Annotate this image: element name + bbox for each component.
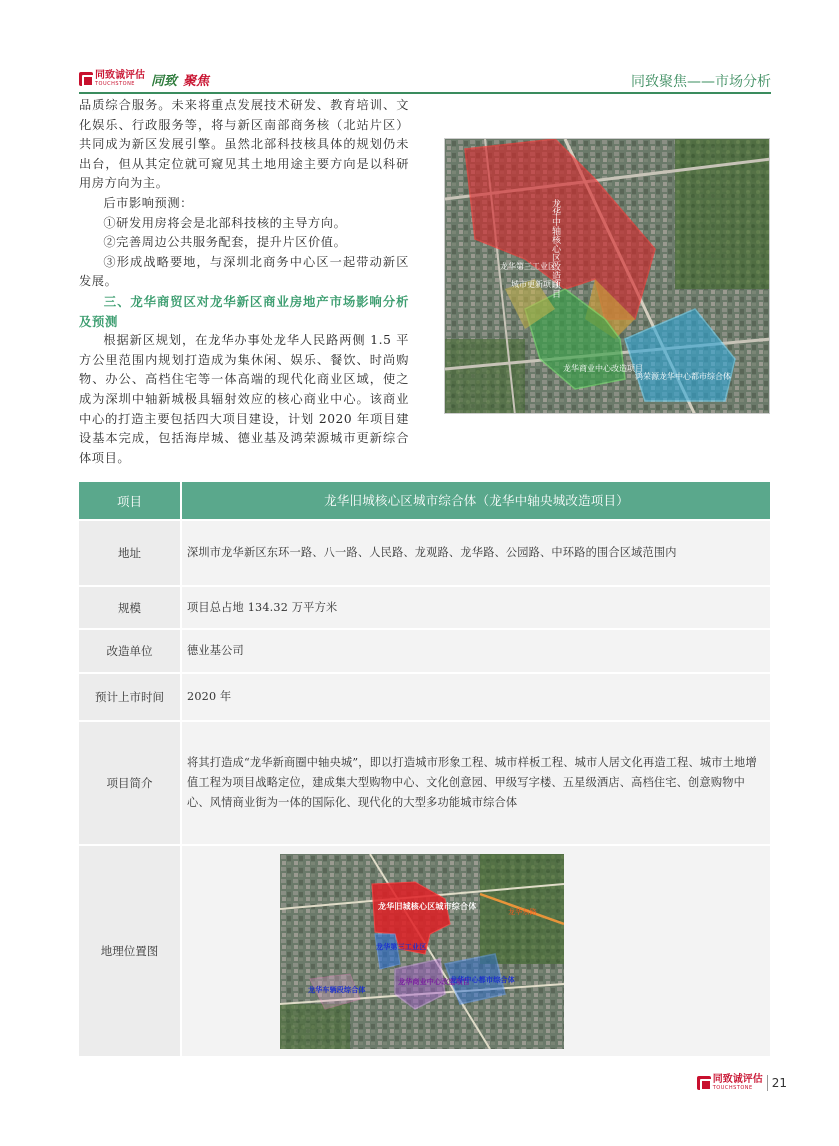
map-label: 龙华第三工业区: [376, 942, 427, 951]
paragraph: 后市影响预测：: [103, 195, 193, 210]
row-label: 项目简介: [79, 722, 180, 844]
row-label: 改造单位: [79, 630, 180, 672]
map-label: 龙华车辆段综合体: [308, 985, 366, 994]
map-label: 龙华商业中心改造项目: [398, 977, 470, 986]
footer-logo-text: 同致诚评估: [712, 1074, 763, 1085]
section-title: 同致聚焦——市场分析: [631, 74, 771, 90]
table-row: [79, 521, 770, 585]
map-label: 龙华旧城核心区城市综合体: [378, 901, 477, 911]
row-value: 项目总占地 134.32 万平方米: [182, 587, 770, 628]
satellite-map-top: [444, 138, 770, 414]
logo-mark-icon: [79, 72, 93, 86]
page-footer: [697, 1075, 787, 1091]
map-label: 龙华东路: [508, 907, 537, 916]
row-label: 地址: [79, 521, 180, 585]
map-label: 龙华中轴核心区改造项目: [550, 199, 560, 298]
table-header-row: [79, 482, 770, 519]
list-item: ②完善周边公共服务配套，提升片区价值。: [103, 235, 347, 250]
map-label: 龙华商业中心改造项目: [563, 364, 643, 373]
row-value: 德业基公司: [182, 630, 770, 672]
paragraph: 品质综合服务。未来将重点发展技术研发、教育培训、文化娱乐、行政服务等，将与新区南部商务核（北站片区）共同成为新区发展引擎。虽然北部科技核具体的规划仍未出台，但从其定位就可窥见其土地用途主要方向是以科研用房方向为主。: [79, 98, 409, 191]
map-illustration: [445, 139, 770, 414]
logo-mark-icon: [697, 1076, 711, 1090]
map-label: 城市更新项目: [511, 280, 559, 289]
logo-subtext: TOUCHSTONE: [95, 81, 135, 87]
header-divider: [79, 92, 771, 94]
table-header-left: 项目: [79, 482, 180, 519]
row-value: 将其打造成“龙华新商圈中轴央城”，即以打造城市形象工程、城市样板工程、城市人居文化再造工程、城市土地增值工程为项目战略定位，建成集大型购物中心、文化创意园、甲级写字楼、五星级酒店、高档住宅、创意购物中心、风情商业街为一体的国际化、现代化的大型多功能城市综合体: [182, 722, 770, 844]
brand-b: 聚焦: [183, 73, 210, 89]
page-header: [79, 66, 771, 96]
list-item: ①研发用房将会是北部科技核的主导方向。: [103, 215, 347, 230]
body-text: [79, 96, 409, 468]
table-header-right: 龙华旧城核心区城市综合体（龙华中轴央城改造项目）: [182, 482, 770, 519]
page-number: 21: [771, 1076, 787, 1090]
list-item: ③形成战略要地，与深圳北商务中心区一起带动新区发展。: [79, 254, 409, 289]
row-label: 预计上市时间: [79, 674, 180, 720]
row-label: 规模: [79, 587, 180, 628]
satellite-map-bottom: [280, 854, 564, 1049]
table-row: [79, 587, 770, 628]
table-row: [79, 722, 770, 844]
footer-logo: [697, 1075, 768, 1091]
row-value: 深圳市龙华新区东环一路、八一路、人民路、龙观路、龙华路、公园路、中环路的围合区域范围内: [182, 521, 770, 585]
map-label: 龙华第三工业区: [500, 262, 556, 271]
row-label: 地理位置图: [79, 846, 180, 1056]
row-value: 2020 年: [182, 674, 770, 720]
table-row: [79, 846, 770, 1056]
map-label: 龙华中心都市综合体: [450, 975, 515, 984]
table-row: [79, 630, 770, 672]
brand-a: 同致: [151, 73, 178, 89]
map-illustration: [280, 854, 564, 1049]
row-value: [182, 846, 770, 1056]
table-row: [79, 674, 770, 720]
footer-logo-subtext: TOUCHSTONE: [712, 1085, 753, 1091]
paragraph: 根据新区规划，在龙华办事处龙华人民路两侧 1.5 平方公里范围内规划打造成为集休闲、娱乐、餐饮、时尚购物、办公、高档住宅等一体高端的现代化商业区域，使之成为深圳中轴新城极具辐射效应的核心商业中心。该商业中心的打造主要包括四大项目建设，计划 2020 年项目建设基本完成，包括海岸城、德业基及鸿荣源城市更新综合体项目。: [79, 333, 409, 465]
map-label: 鸿荣源龙华中心都市综合体: [635, 372, 731, 381]
project-table: [79, 482, 770, 1056]
logo-text: 同致诚评估: [95, 70, 145, 81]
section-heading: 三、龙华商贸区对龙华新区商业房地产市场影响分析及预测: [79, 293, 409, 329]
company-logo: [79, 69, 209, 89]
